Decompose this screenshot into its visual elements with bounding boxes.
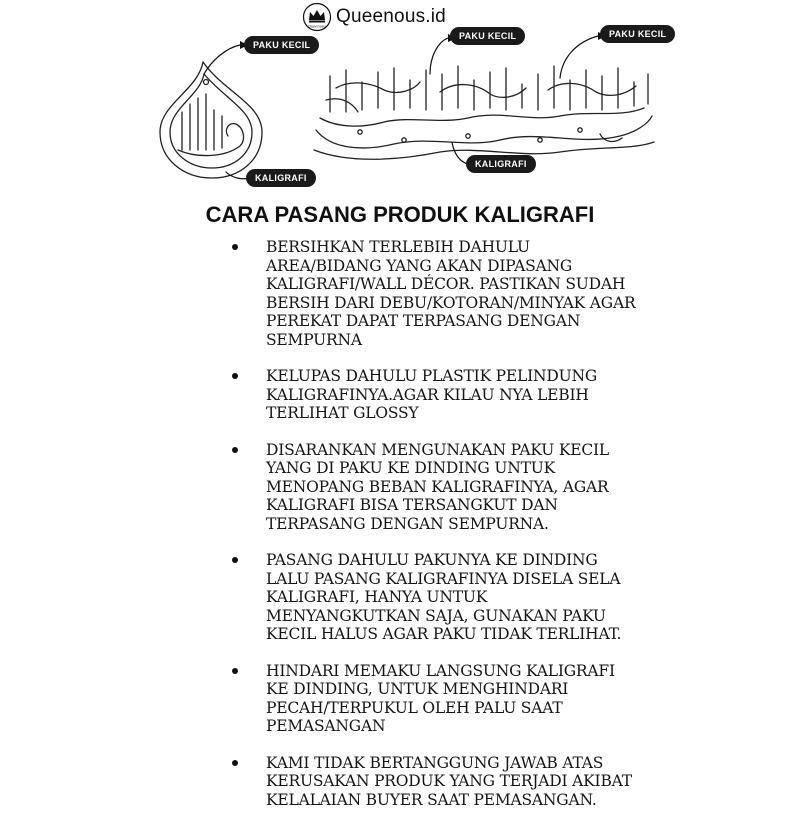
- bullet-icon: [232, 760, 238, 766]
- bullet-icon: [232, 668, 238, 674]
- bullet-icon: [232, 447, 238, 453]
- step-text: KELUPAS DAHULU PLASTIK PELINDUNG KALIGRAFINYA.AGAR KILAU NYA LEBIH TERLIHAT GLOSSY: [266, 367, 598, 422]
- bismillah-calligraphy-icon: [314, 66, 654, 159]
- step-text: KAMI TIDAK BERTANGGUNG JAWAB ATAS KERUSAKAN PRODUK YANG TERJADI AKIBAT KELALAIAN BUYER SAAT PEMASANGAN.: [266, 753, 632, 809]
- step-item: [228, 441, 648, 534]
- callout-paku-kecil: PAKU KECIL: [600, 25, 675, 43]
- callout-paku-kecil: PAKU KECIL: [450, 27, 525, 45]
- step-item: [228, 238, 648, 349]
- step-text: PASANG DAHULU PAKUNYA KE DINDING LALU PASANG KALIGRAFINYA DISELA SELA KALIGRAFI, HANYA UNTUK MENYANGKUTKAN SAJA, GUNAKAN PAKU KECIL HALUS AGAR PAKU TIDAK TERLIHAT.: [266, 551, 622, 643]
- bullet-icon: [232, 557, 238, 563]
- step-item: [228, 662, 648, 736]
- step-item: [228, 551, 648, 644]
- installation-illustration: [0, 0, 800, 200]
- step-text: HINDARI MEMAKU LANGSUNG KALIGRAFI KE DINDING, UNTUK MENGHINDARI PECAH/TERPUKUL OLEH PALU SAAT PEMASANGAN: [266, 661, 615, 735]
- page-title: CARA PASANG PRODUK KALIGRAFI: [205, 202, 595, 227]
- callout-kaligrafi: KALIGRAFI: [246, 169, 316, 187]
- step-text: BERSIHKAN TERLEBIH DAHULU AREA/BIDANG YANG AKAN DIPASANG KALIGRAFI/WALL DÉCOR. PASTIKAN SUDAH BERSIH DARI DEBU/KOTORAN/MINYAK AGAR PEREKAT DAPAT TERPASANG DENGAN SEMPURNA: [266, 238, 636, 349]
- brand-name: Queenous.id: [336, 6, 446, 27]
- installation-steps: [228, 238, 648, 827]
- step-item: [228, 367, 648, 423]
- logo-text: Queenous: [307, 24, 327, 29]
- callout-paku-kecil: PAKU KECIL: [244, 36, 319, 54]
- bullet-icon: [232, 244, 238, 250]
- bullet-icon: [232, 373, 238, 379]
- step-text: DISARANKAN MENGUNAKAN PAKU KECIL YANG DI PAKU KE DINDING UNTUK MENOPANG BEBAN KALIGRAFINYA, AGAR KALIGRAFI BISA TERSANGKUT DAN TERPASANG DENGAN SEMPURNA.: [266, 440, 609, 533]
- callout-kaligrafi: KALIGRAFI: [466, 155, 536, 173]
- allah-calligraphy-icon: [160, 62, 262, 178]
- step-item: [228, 754, 648, 810]
